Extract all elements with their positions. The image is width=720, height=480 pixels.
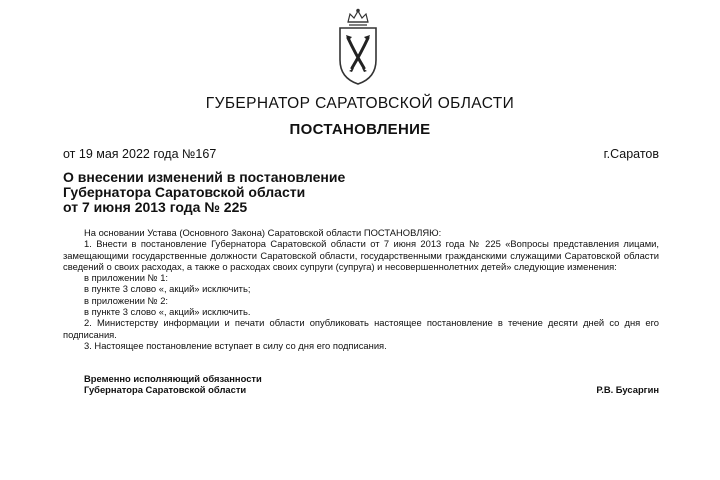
signer-name: Р.В. Бусаргин — [596, 384, 659, 396]
document-place: г.Саратов — [603, 147, 659, 161]
body-paragraph: в пункте 3 слово «, акций» исключить; — [84, 283, 251, 295]
signature-row — [84, 384, 659, 395]
document-meta-row — [63, 147, 659, 161]
body-paragraph: На основании Устава (Основного Закона) Саратовской области ПОСТАНОВЛЯЮ: — [84, 227, 442, 238]
body-paragraph: в приложении № 2: — [84, 294, 169, 306]
document-title — [63, 170, 483, 215]
body-paragraph: 2. Министерству информации и печати области опубликовать настоящее постановление в течение десяти дней со дня его подписания. — [63, 317, 659, 340]
title-line: О внесении изменений в постановление — [63, 169, 346, 185]
saratov-coat-of-arms-icon — [328, 8, 388, 86]
body-paragraph: 1. Внести в постановление Губернатора Саратовской области от 7 июня 2013 года № 225 «Вопросы представления лицами, замещающими государственные должности Саратовской области, государственными гражданскими служащими Саратовской области сведений о своих расходах, а также о расходах своих супруги (супруга) и несовершеннолетних детей» следующие изменения: — [63, 238, 659, 272]
title-line: Губернатора Саратовской области — [63, 184, 306, 200]
issuing-authority: ГУБЕРНАТОР САРАТОВСКОЙ ОБЛАСТИ — [205, 95, 515, 112]
signer-position-line2: Губернатора Саратовской области — [84, 384, 247, 396]
document-type: ПОСТАНОВЛЕНИЕ — [289, 121, 431, 138]
title-line: от 7 июня 2013 года № 225 — [63, 199, 248, 215]
document-date-number: от 19 мая 2022 года №167 — [63, 147, 217, 161]
signature-block — [84, 373, 659, 396]
document-body — [63, 227, 659, 351]
body-paragraph: 3. Настоящее постановление вступает в силу со дня его подписания. — [84, 339, 387, 351]
signer-position-line1: Временно исполняющий обязанности — [84, 373, 262, 384]
body-paragraph: в приложении № 1: — [84, 272, 169, 284]
body-paragraph: в пункте 3 слово «, акций» исключить. — [84, 306, 251, 318]
